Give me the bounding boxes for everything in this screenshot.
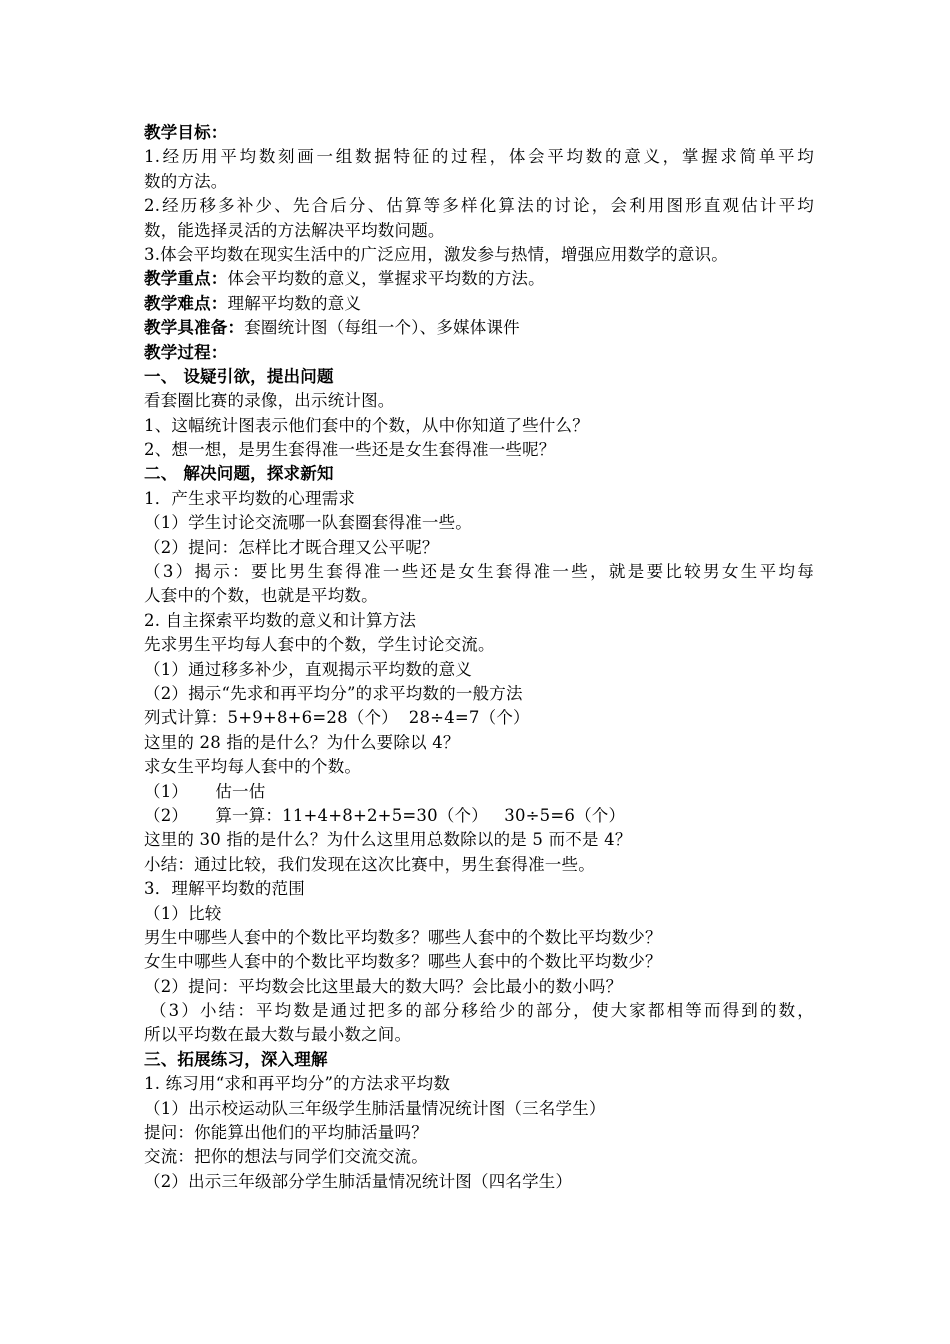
section-2-line: 2. 自主探索平均数的意义和计算方法 [144,610,417,630]
section-3-line: （1）出示校运动队三年级学生肺活量情况统计图（三名学生） [144,1098,606,1118]
section-2-line: （1）通过移多补少，直观揭示平均数的意义 [144,659,472,679]
section-2-line: （2）提问：平均数会比这里最大的数大吗？会比最小的数小吗？ [144,976,623,996]
section-2-line: （3）揭示：要比男生套得准一些还是女生套得准一些，就是要比较男女生平均每 [144,562,814,582]
tools [144,316,814,340]
section-2-line: 女生中哪些人套中的个数比平均数多？哪些人套中的个数比平均数少？ [144,952,662,972]
section-1-line: 1、这幅统计图表示他们套中的个数，从中你知道了些什么？ [144,415,589,435]
section-2-line: （1）比较 [144,903,222,923]
section-2-line: 这里的 28 指的是什么？为什么要除以 4？ [144,732,460,752]
section-2-line: （2） 算一算：11+4+8+2+5=30（个） 30÷5=6（个） [144,805,626,825]
document-page [144,121,814,1194]
difficulty-text: 理解平均数的意义 [227,293,362,313]
section-3-line: 交流：把你的想法与同学们交流交流。 [144,1147,428,1167]
section-2-line: （2）揭示“先求和再平均分”的求平均数的一般方法 [144,683,523,703]
difficulty [144,292,814,316]
section-3-title: 三、拓展练习，深入理解 [144,1049,328,1069]
section-2-line: 列式计算：5+9+8+6=28（个） 28÷4=7（个） [144,708,530,728]
section-2-line: （2）提问：怎样比才既合理又公平呢？ [144,537,439,557]
section-2-line: （3）小结：平均数是通过把多的部分移给少的部分，使大家都相等而得到的数， [150,1001,814,1021]
section-2-line: 求女生平均每人套中的个数。 [144,757,362,777]
section-3-line: 1. 练习用“求和再平均分”的方法求平均数 [144,1074,451,1094]
section-2-line: 所以平均数在最大数与最小数之间。 [144,1025,412,1045]
goal-1-line-2: 数的方法。 [144,171,228,191]
goals-heading: 教学目标： [144,123,228,142]
section-2-title: 二、 解决问题，探求新知 [144,464,334,484]
tools-label: 教学具准备： [144,318,245,338]
key-points-text: 体会平均数的意义，掌握求平均数的方法。 [227,269,545,289]
key-points [144,267,814,291]
section-2-line: 小结：通过比较，我们发现在这次比赛中，男生套得准一些。 [144,854,595,874]
goal-1-line-1: 1.经历用平均数刻画一组数据特征的过程，体会平均数的意义，掌握求简单平均 [144,147,814,167]
section-2-line: 1．产生求平均数的心理需求 [144,488,356,508]
section-2-line: 男生中哪些人套中的个数比平均数多？哪些人套中的个数比平均数少？ [144,927,662,947]
tools-text: 套圈统计图（每组一个）、多媒体课件 [244,318,520,338]
goal-3: 3.体会平均数在现实生活中的广泛应用，激发参与热情，增强应用数学的意识。 [144,244,728,264]
section-2-line: 3．理解平均数的范围 [144,879,305,899]
section-3-line: 提问：你能算出他们的平均肺活量吗？ [144,1123,428,1143]
section-1-title: 一、 设疑引欲，提出问题 [144,366,334,386]
section-2-line: 先求男生平均每人套中的个数，学生讨论交流。 [144,635,495,655]
process-heading: 教学过程： [144,342,228,362]
section-2-line: （1） 估一估 [144,781,266,801]
section-3-line: （2）出示三年级部分学生肺活量情况统计图（四名学生） [144,1171,573,1191]
difficulty-label: 教学难点： [144,293,228,313]
section-2-line: 这里的 30 指的是什么？为什么这里用总数除以的是 5 而不是 4？ [144,830,632,850]
key-points-label: 教学重点： [144,269,228,289]
goal-2-line-1: 2.经历移多补少、先合后分、估算等多样化算法的讨论，会利用图形直观估计平均 [144,196,814,216]
goal-2-line-2: 数，能选择灵活的方法解决平均数问题。 [144,220,445,240]
section-2-line: 人套中的个数，也就是平均数。 [144,586,378,606]
section-1-line: 看套圈比赛的录像，出示统计图。 [144,391,395,411]
section-1-line: 2、想一想，是男生套得准一些还是女生套得准一些呢？ [144,440,556,460]
section-2-line: （1）学生讨论交流哪一队套圈套得准一些。 [144,513,472,533]
